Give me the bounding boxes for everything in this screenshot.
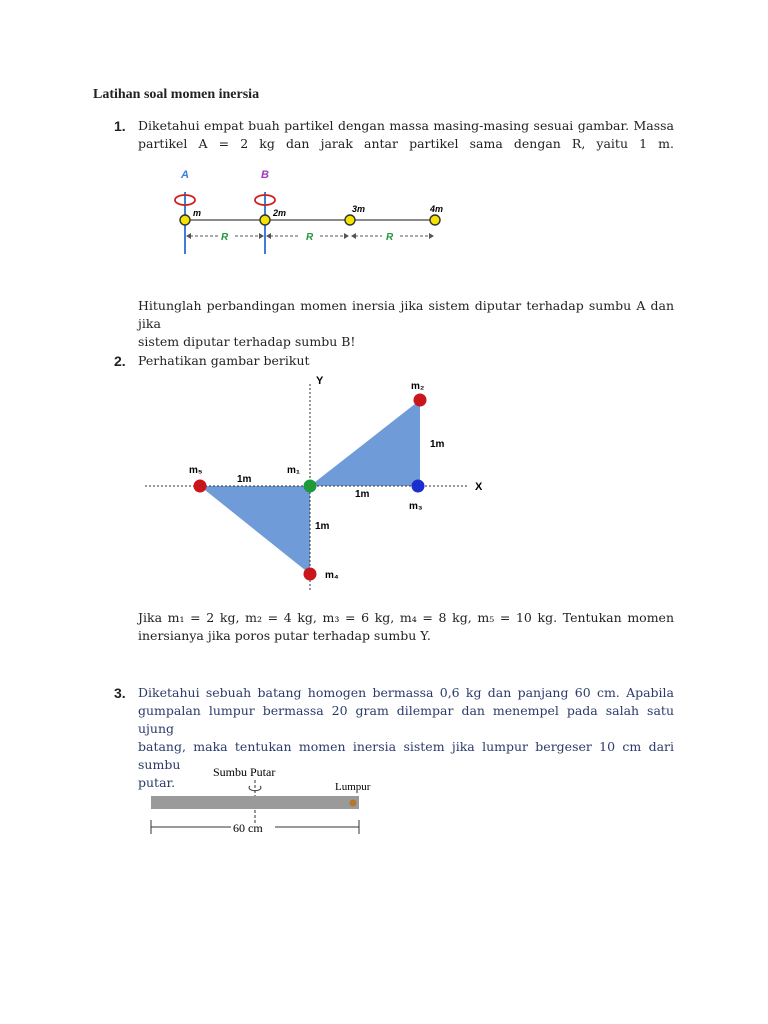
mass-label-1: m <box>193 208 202 218</box>
label-m5: m₅ <box>189 465 203 476</box>
page-title: Latihan soal momen inersia <box>93 87 260 102</box>
particle-2 <box>260 215 270 225</box>
distance-label-3: R <box>386 232 394 243</box>
rod <box>151 796 359 809</box>
triangle-left <box>200 486 310 574</box>
length-label: 60 cm <box>233 821 263 835</box>
q2-question-line1: Jika m₁ = 2 kg, m₂ = 4 kg, m₃ = 6 kg, m₄ = 8 kg, m₅ = 10 kg. Tentukan momen <box>138 610 674 625</box>
particle-1 <box>180 215 190 225</box>
mass-label-3: 3m <box>352 204 366 214</box>
q1-text <box>138 117 674 153</box>
label-m3: m₃ <box>409 501 423 512</box>
mass-m2 <box>414 394 427 407</box>
q3-number: 3. <box>114 685 126 701</box>
mud-label: Lumpur <box>335 781 371 793</box>
dist-m5-m1: 1m <box>237 474 252 485</box>
q1-figure <box>160 162 480 258</box>
dist-m1-m3: 1m <box>355 489 370 500</box>
q1-question-line1: Hitunglah perbandingan momen inersia jika sistem diputar terhadap sumbu A dan jika <box>138 298 674 331</box>
particle-4 <box>430 215 440 225</box>
label-m2: m₂ <box>411 381 425 392</box>
x-axis-label: X <box>475 481 483 493</box>
dist-m1-m4: 1m <box>315 521 330 532</box>
q1-number: 1. <box>114 118 126 134</box>
mass-m1 <box>304 480 317 493</box>
label-m1: m₁ <box>287 465 301 476</box>
q1-text-line2: partikel A = 2 kg dan jarak antar partikel sama dengan R, yaitu 1 m. <box>138 136 674 151</box>
q1-text-line1: Diketahui empat buah partikel dengan massa masing-masing sesuai gambar. Massa <box>138 118 674 133</box>
rotation-axis-label: Sumbu Putar <box>213 765 276 779</box>
q3-figure <box>145 762 395 840</box>
mud-lump <box>350 800 357 807</box>
mass-label-4: 4m <box>430 204 444 214</box>
mass-m5 <box>194 480 207 493</box>
triangle-right <box>310 400 420 486</box>
q3-line1: Diketahui sebuah batang homogen bermassa 0,6 kg dan panjang 60 cm. Apabila <box>138 685 674 700</box>
q2-question-line2: inersianya jika poros putar terhadap sumbu Y. <box>138 628 431 643</box>
q2-number: 2. <box>114 353 126 369</box>
axis-a-label: A <box>181 169 189 181</box>
q3-line3: batang, maka tentukan momen inersia sistem jika lumpur bergeser 10 cm dari sumbu <box>138 739 674 772</box>
distance-label-1: R <box>221 232 229 243</box>
particle-3 <box>345 215 355 225</box>
distance-label-2: R <box>306 232 314 243</box>
q3-line2: gumpalan lumpur bermassa 20 gram dilempar dan menempel pada salah satu ujung <box>138 703 674 736</box>
mass-label-2: 2m <box>273 208 287 218</box>
q1-question-line2: sistem diputar terhadap sumbu B! <box>138 334 356 349</box>
q2-text: Perhatikan gambar berikut <box>138 353 310 368</box>
label-m4: m₄ <box>325 570 339 581</box>
mass-m4 <box>304 568 317 581</box>
q2-question <box>138 609 674 645</box>
mass-m3 <box>412 480 425 493</box>
q1-question <box>138 297 674 351</box>
dist-m3-m2: 1m <box>430 439 445 450</box>
q2-figure <box>145 372 495 592</box>
q3-line4: putar. <box>138 775 176 790</box>
axis-b-label: B <box>261 169 269 181</box>
y-axis-label: Y <box>316 375 324 387</box>
